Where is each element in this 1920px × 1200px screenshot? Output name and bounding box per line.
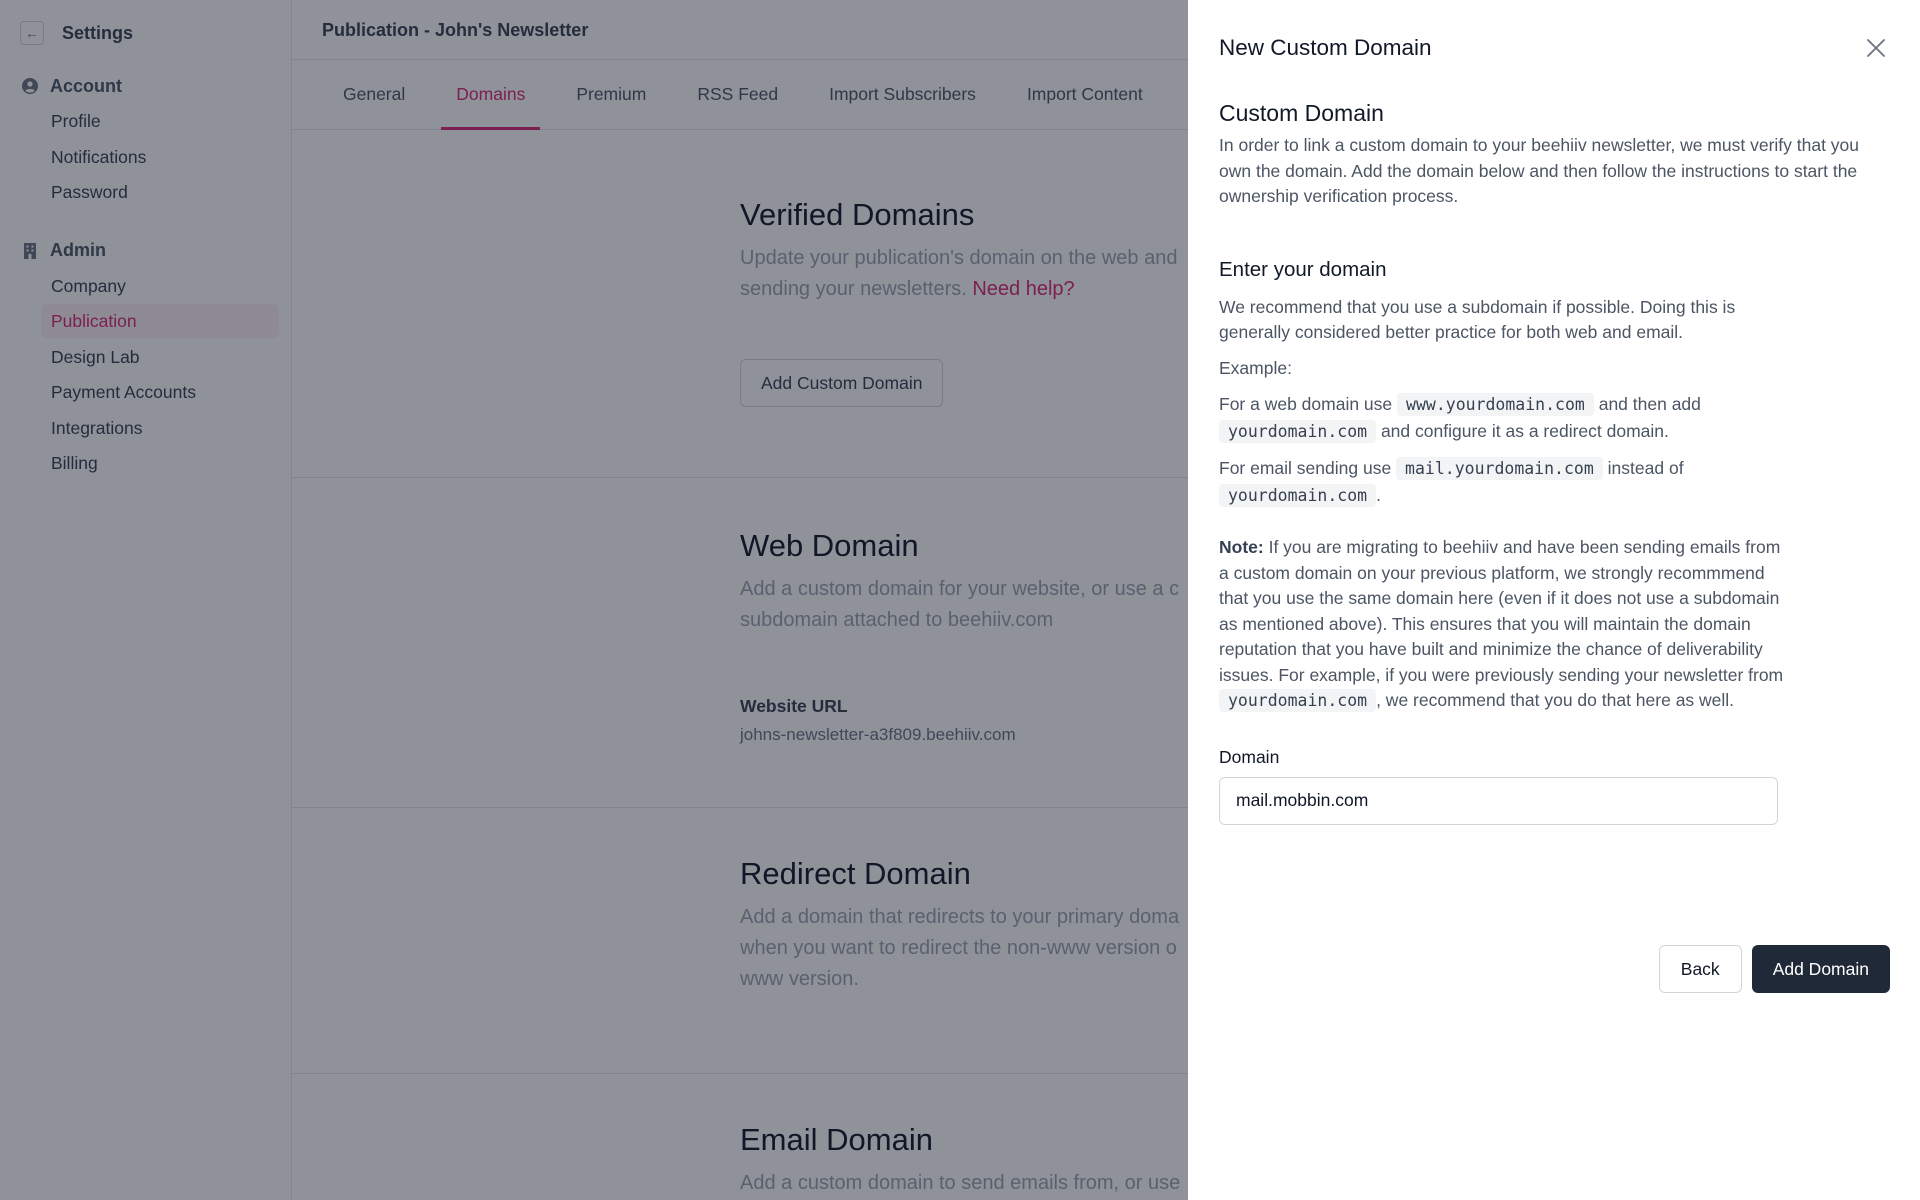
migration-note <box>1219 535 1785 714</box>
code-snippet: yourdomain.com <box>1219 689 1376 712</box>
example-text: For a web domain use <box>1219 394 1393 414</box>
description-line: Add a custom domain to send emails from, or use <box>740 1172 1181 1194</box>
close-icon[interactable] <box>1864 36 1888 60</box>
sidebar-item-password[interactable]: Password <box>51 182 128 202</box>
section-title: Verified Domains <box>740 197 975 232</box>
website-url-value: johns-newsletter-a3f809.beehiiv.com <box>740 725 1016 744</box>
enter-domain-heading: Enter your domain <box>1219 257 1387 281</box>
tab-general[interactable]: General <box>343 84 406 104</box>
code-snippet: yourdomain.com <box>1219 420 1376 443</box>
recommend-text: We recommend that you use a subdomain if possible. Doing this is generally considered better practice for both web and email. <box>1219 296 1736 342</box>
drawer-actions <box>1659 945 1890 993</box>
code-snippet: yourdomain.com <box>1219 484 1376 507</box>
sidebar-item-profile[interactable]: Profile <box>51 111 101 131</box>
example-text: For email sending use <box>1219 458 1392 478</box>
web-domain-example <box>1219 391 1789 445</box>
sidebar-section-label: Account <box>50 75 122 96</box>
example-text: . <box>1376 485 1381 505</box>
back-arrow-icon[interactable]: ← <box>20 21 44 45</box>
new-custom-domain-drawer <box>1188 0 1920 1200</box>
description-line: when you want to redirect the non-www version o <box>740 937 1177 959</box>
sidebar-item-integrations[interactable]: Integrations <box>51 417 143 438</box>
description-text: sending your newsletters. <box>740 278 967 300</box>
sidebar-item-design-lab[interactable]: Design Lab <box>51 346 140 367</box>
example-text: instead of <box>1607 458 1684 478</box>
description-line: Add a custom domain for your website, or use a c <box>740 578 1180 600</box>
domain-input[interactable] <box>1219 777 1778 825</box>
example-text: and then add <box>1598 394 1701 414</box>
note-text: If you are migrating to beehiiv and have been sending emails from a custom domain on your previous platform, we strongly recommmend that you use the same domain here (even if it does not use a subdomain as mentioned above). This ensures that you will maintain the domain reputation that you have built and minimize the chance of deliverability issues. For example, if you were previously sending your newsletter from <box>1219 537 1784 685</box>
tab-domains[interactable]: Domains <box>441 60 540 130</box>
back-button[interactable]: Back <box>1659 945 1742 993</box>
sidebar-item-publication[interactable]: Publication <box>41 304 279 338</box>
description-line: www version. <box>740 968 859 990</box>
code-snippet: www.yourdomain.com <box>1397 393 1594 416</box>
sidebar-title: Settings <box>62 22 134 43</box>
code-snippet: mail.yourdomain.com <box>1396 457 1603 480</box>
sidebar-item-notifications[interactable]: Notifications <box>51 146 147 167</box>
sidebar-item-company[interactable]: Company <box>51 275 126 296</box>
description-line: subdomain attached to beehiiv.com <box>740 609 1054 631</box>
tab-import-content[interactable]: Import Content <box>1026 84 1143 104</box>
note-text: , we recommend that you do that here as well. <box>1376 690 1735 710</box>
add-custom-domain-button[interactable]: Add Custom Domain <box>740 359 943 407</box>
drawer-title: New Custom Domain <box>1219 35 1432 60</box>
description-line: Update your publication's domain on the web and <box>740 247 1178 269</box>
section-title: Redirect Domain <box>740 856 971 891</box>
intro-text: In order to link a custom domain to your beehiiv newsletter, we must verify that you own the domain. Add the domain below and then follow the instructions to start the ownership verification process. <box>1219 135 1860 206</box>
website-url-label: Website URL <box>740 696 848 716</box>
sidebar-item-payment-accounts[interactable]: Payment Accounts <box>51 382 196 402</box>
drawer-header <box>1219 0 1890 96</box>
need-help-link[interactable]: Need help? <box>972 278 1075 300</box>
example-text: and configure it as a redirect domain. <box>1380 421 1669 441</box>
sidebar-section-label: Admin <box>50 240 106 260</box>
sidebar-item-billing[interactable]: Billing <box>51 453 98 473</box>
section-title: Email Domain <box>740 1122 933 1157</box>
page-title: Publication - John's Newsletter <box>292 0 1920 60</box>
section-title: Web Domain <box>740 528 919 563</box>
example-label: Example: <box>1219 357 1292 378</box>
tab-premium[interactable]: Premium <box>576 84 647 104</box>
add-domain-button[interactable]: Add Domain <box>1752 945 1890 993</box>
note-label: Note: <box>1219 537 1264 557</box>
email-domain-example <box>1219 455 1789 509</box>
tab-rss-feed[interactable]: RSS Feed <box>697 84 779 104</box>
custom-domain-heading: Custom Domain <box>1219 100 1384 126</box>
tab-import-subscribers[interactable]: Import Subscribers <box>829 84 976 104</box>
domain-label: Domain <box>1219 746 1280 767</box>
description-line: Add a domain that redirects to your primary doma <box>740 906 1180 928</box>
